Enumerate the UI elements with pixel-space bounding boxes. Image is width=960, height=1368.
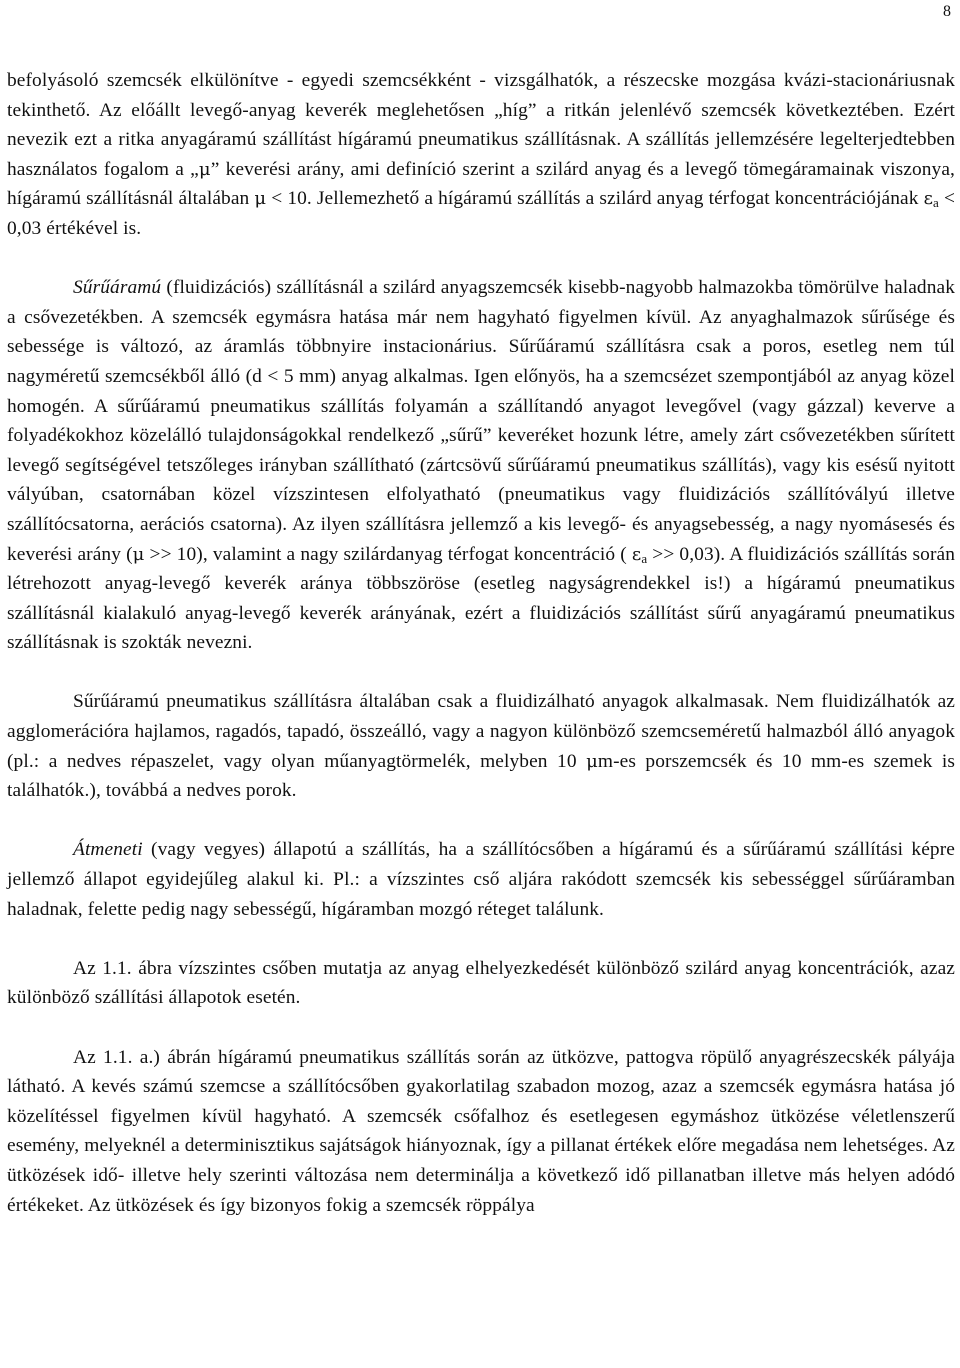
subscript: a bbox=[933, 195, 939, 211]
paragraph bbox=[7, 66, 955, 244]
text-run: (fluidizációs) szállításnál a szilárd anyagszemcsék kisebb-nagyobb halmazokba tömörülve haladnak a csővezetékben. A szemcsék egymásra hatása már nem hagyható figyelmen kívül. Az anyaghalmazok sűrűsége és sebessége is változó, az áramlás többnyire instacionárius. Sűrűáramú szállításra csak a poros, esetleg nem túl nagyméretű szemcsékből álló (d < 5 mm) anyag alkalmas. Igen előnyös, ha a szemcsézet szempontjából az anyag közel homogén. A sűrűáramú pneumatikus szállítás folyamán a szállítandó anyagot levegővel (vagy gázzal) keverve a folyadékokhoz közelálló tulajdonságokkal rendelkező „sűrű” keveréket hozunk létre, amely zárt csővezetékben sűrített levegő segítségével tetszőleges irányban szállítható (zártcsövű sűrűáramú pneumatikus szállítás), vagy kis esésű nyitott vályúban, csatornában közel vízszintesen elfolyatható (pneumatikus vagy fluidizációs szállítóvályú illetve szállítócsatorna, aerációs csatorna). Az ilyen szállításra jellemző a kis levegő- és anyagsebesség, a nagy nyomásesés és keverési arány ( bbox=[7, 277, 955, 565]
paragraph bbox=[7, 835, 955, 924]
italic-term: Sűrűáramú bbox=[73, 277, 162, 299]
text-run: < 10. Jellemezhető a hígáramú szállítás a szilárd anyag térfogat koncentrációjának bbox=[266, 188, 924, 210]
italic-term: Átmeneti bbox=[73, 839, 143, 861]
text-run: Sűrűáramú pneumatikus szállításra általában csak a fluidizálható anyagok alkalmasak. Nem fluidizálhatók az agglomerációra hajlamos, ragadós, tapadó, összeálló, vagy a nagyon különböző szemcseméretű halmazból álló anyagok (pl.: a nedves répaszelet, vagy olyan műanyagtörmelék, melyben 10 bbox=[7, 691, 955, 772]
paragraph bbox=[7, 1043, 955, 1221]
paragraph bbox=[7, 687, 955, 805]
document-body bbox=[7, 66, 955, 1220]
text-run: m-es porszemcsék és 10 mm-es szemek is találhatók.), továbbá a nedves porok. bbox=[7, 750, 955, 802]
greek-symbol: μ bbox=[198, 158, 211, 180]
text-run: >> 10), valamint a nagy szilárdanyag térfogat koncentráció ( bbox=[144, 543, 632, 565]
text-run: ” keverési arány, ami definíció szerint a szilárd anyag és a levegő tömegáramainak viszonya, hígáramú szállításnál általában bbox=[7, 158, 955, 210]
greek-symbol: μ bbox=[254, 188, 267, 210]
text-run: Az 1.1. a.) ábrán hígáramú pneumatikus szállítás során az ütközve, pattogva röpülő anyagrészecskék pályája látható. A kevés számú szemcse a szállítócsőben gyakorlatilag szabadon mozog, azaz a szemcsék egymásra hatása jó közelítéssel figyelmen kívül hagyható. A szemcsék csőfalhoz és esetlegesen egymáshoz ütközése véletlenszerű esemény, melyeknél a determinisztikus sajátságok hiányoznak, így a pillanat értékek előre megadása nem lehetséges. Az ütközések idő- illetve hely szerinti változása nem determinálja a következő idő pillanatban illetve más helyen adódó értékeket. Az ütközések és így bizonyos fokig a szemcsék röppálya bbox=[7, 1046, 955, 1216]
paragraph bbox=[7, 954, 955, 1013]
text-run: >> 0,03). A fluidizációs szállítás során létrehozott anyag-levegő keverék aránya többszöröse (esetleg nagyságrendekkel is!) a hígáramú pneumatikus szállításnál kialakuló anyag-levegő keverék arányának, ezért a fluidizációs szállítást sűrű anyagáramú pneumatikus szállításnak is szokták nevezni. bbox=[7, 543, 955, 654]
text-run: < 0,03 értékével is. bbox=[7, 188, 955, 239]
greek-symbol: μ bbox=[586, 750, 598, 772]
text-run: (vagy vegyes) állapotú a szállítás, ha a szállítócsőben a hígáramú és a sűrűáramú szállítási képre jellemző állapot egyidejűleg alakul ki. Pl.: a vízszintes cső aljára rakódott szemcsék kis sebességgel sűrűáramban haladnak, felette pedig nagy sebességű, hígáramban mozgó réteget találunk. bbox=[7, 839, 955, 920]
greek-symbol: μ bbox=[132, 543, 145, 565]
greek-symbol: ε bbox=[923, 188, 934, 210]
page-number: 8 bbox=[943, 3, 951, 20]
text-run: befolyásoló szemcsék elkülönítve - egyedi szemcsékként - vizsgálhatók, a részecske mozgása kvázi-stacionáriusnak tekinthető. Az előállt levegő-anyag keverék meglehetősen „híg” a ritkán jelenlévő szemcsék következtében. Ezért nevezik ezt a ritka anyagáramú szállítást hígáramú pneumatikus szállításnak. A szállítás jellemzésére legelterjedtebben használatos fogalom a „ bbox=[7, 70, 955, 180]
paragraph bbox=[7, 273, 955, 658]
subscript: a bbox=[641, 550, 648, 566]
greek-symbol: ε bbox=[631, 543, 642, 565]
text-run: Az 1.1. ábra vízszintes csőben mutatja az anyag elhelyezkedését különböző szilárd anyag koncentrációk, azaz különböző szállítási állapotok esetén. bbox=[7, 957, 955, 1009]
